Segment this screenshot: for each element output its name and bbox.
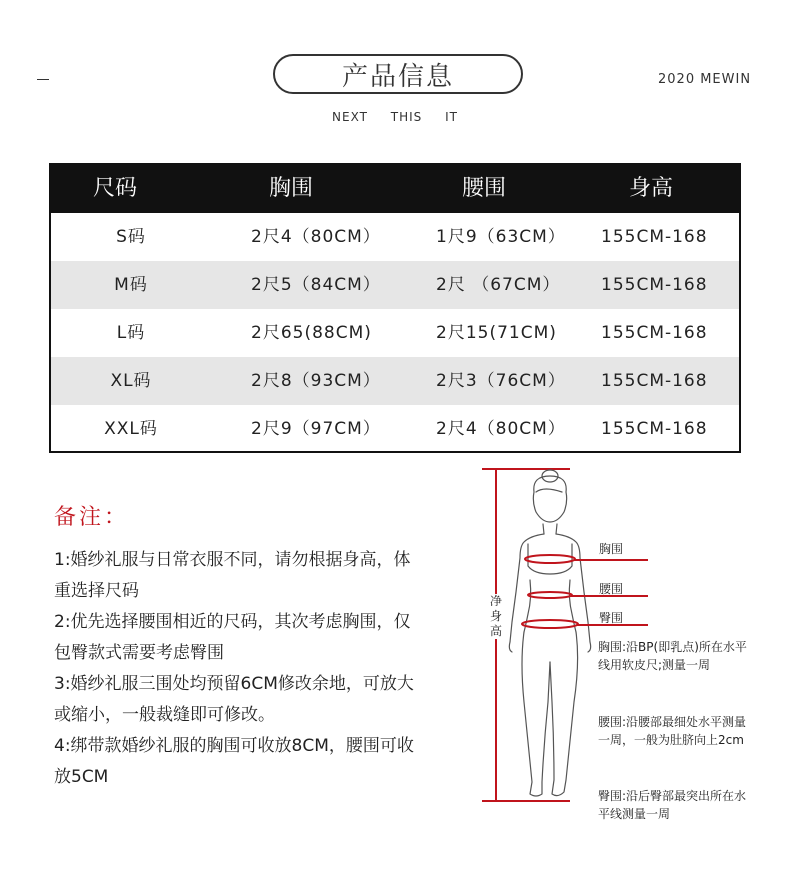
cell-size: XXL码 [104,419,158,439]
cell-bust: 2尺8（93CM） [251,371,381,391]
note-item: 4:绑带款婚纱礼服的胸围可收放8CM，腰围可收放5CM [54,736,414,787]
cell-bust: 2尺65(88CM) [251,323,372,343]
table-row [51,357,739,405]
height-label: 净身高 [489,594,502,638]
bust-label: 胸围 [599,542,624,556]
cell-waist: 2尺15(71CM) [436,323,557,343]
cell-waist: 2尺 （67CM） [436,275,561,295]
waist-description: 腰围:沿腰部最细处水平测量一周，一般为肚脐向上2cm [598,715,747,747]
notes-list [54,545,424,793]
notes-title: 备注： [54,505,130,530]
page-title: 产品信息 [273,54,523,94]
table-row [51,405,739,453]
cell-height: 155CM-168 [601,419,708,439]
header-height: 身高 [629,176,674,201]
cell-size: M码 [114,275,148,295]
header-size: 尺码 [93,176,138,201]
table-header [51,165,739,213]
cell-height: 155CM-168 [601,275,708,295]
table-row [51,309,739,357]
cell-height: 155CM-168 [601,227,708,247]
bust-description: 胸围:沿BP(即乳点)所在水平线用软皮尺;测量一周 [598,640,747,672]
cell-bust: 2尺4（80CM） [251,227,381,247]
note-item: 3:婚纱礼服三围处均预留6CM修改余地，可放大或缩小，一般裁缝即可修改。 [54,674,414,725]
note-item: 1:婚纱礼服与日常衣服不同，请勿根据身高，体重选择尺码 [54,550,411,601]
cell-bust: 2尺9（97CM） [251,419,381,439]
hip-label: 臀围 [599,611,624,625]
cell-bust: 2尺5（84CM） [251,275,381,295]
body-measurement-figure [470,462,770,862]
cell-size: S码 [116,227,146,247]
size-table [49,163,741,453]
hip-description: 臀围:沿后臀部最突出所在水平线测量一周 [598,789,747,821]
cell-waist: 1尺9（63CM） [436,227,566,247]
cell-waist: 2尺4（80CM） [436,419,566,439]
cell-height: 155CM-168 [601,323,708,343]
decorative-dash [37,79,49,80]
cell-height: 155CM-168 [601,371,708,391]
cell-size: L码 [116,323,146,343]
cell-waist: 2尺3（76CM） [436,371,566,391]
table-row [51,261,739,309]
cell-size: XL码 [110,371,152,391]
brand-label: 2020 MEWIN [658,72,752,87]
subtitle: NEXT THIS IT [332,110,458,124]
header-bust: 胸围 [269,176,314,201]
waist-label: 腰围 [599,582,624,596]
table-row [51,213,739,261]
note-item: 2:优先选择腰围相近的尺码，其次考虑胸围，仅包臀款式需要考虑臀围 [54,612,411,663]
header-waist: 腰围 [462,176,507,201]
